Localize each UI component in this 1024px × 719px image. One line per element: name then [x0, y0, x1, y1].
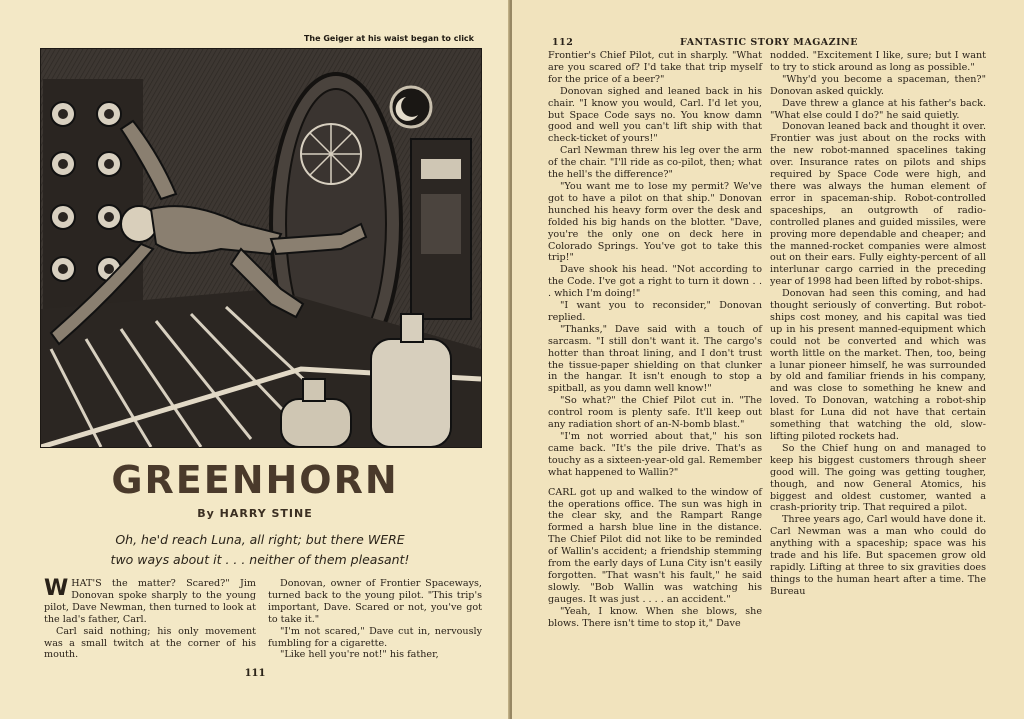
paragraph: "I want you to reconsider," Donovan replied. — [548, 300, 762, 323]
story-illustration — [40, 48, 482, 448]
left-column-1 — [44, 578, 256, 661]
paragraph: So the Chief hung on and managed to keep his biggest customers through sheer good will. The going was getting tougher, though, and now General Atomics, his biggest and oldest customer, wanted a crash-priority trip. That required a pilot. — [770, 442, 986, 514]
paragraph: Three years ago, Carl would have done it. Carl Newman was a man who could do anything with a spaceship; space was his trade and his life. But spacemen grow old rapidly. Lifting at three to six gravities does things to the human heart after a time. The Bureau — [770, 514, 986, 597]
paragraph: Dave shook his head. "Not according to the Code. I've got a right to turn it down . . . which I'm doing!" — [548, 264, 762, 300]
story-byline: By HARRY STINE — [197, 507, 313, 520]
paragraph-text: HAT'S the matter? Scared?" Jim Donovan spoke sharply to the young pilot, Dave Newman, then turned to look at the lad's father, Carl. — [44, 578, 256, 625]
paragraph: Frontier's Chief Pilot, cut in sharply. "What are you scared of? I'd take that trip myself for the price of a beer?" — [548, 50, 762, 85]
paragraph: Donovan had seen this coming, and had thought seriously of converting. But robot-ships cost money, and his capital was tied up in his present manned-equipment which could not be converted and which was worth little on the market. Then, too, being a lunar pioneer himself, he was surrounded by old and familiar friends in his company, and was close to something he knew and loved. To Donovan, watching a robot-ship blast for Luna did not have that certain something that watching the old, slow-lifting piloted rockets had. — [770, 288, 986, 442]
paragraph: Donovan leaned back and thought it over. Frontier was just about on the rocks with the new robot-manned spacelines taking over. Insurance rates on pilots and ships required by Space Code were high, and there was always the human element of error in spaceman-ship. Robot-controlled spaceships, an outgrowth of radio-controlled planes and guided missiles, were proving more dependable and cheaper; and the manned-rocket companies were almost out on their ears. Fully eighty-percent of all interlunar cargo carried in the preceding year of 1998 had been lifted by robot-ships. — [770, 121, 986, 288]
paragraph: "Why'd you become a spaceman, then?" Donovan asked quickly. — [770, 73, 986, 97]
magazine-title: FANTASTIC STORY MAGAZINE — [680, 37, 858, 48]
page-number-left: 111 — [244, 668, 266, 679]
paragraph: Donovan sighed and leaned back in his chair. "I know you would, Carl. I'd let you, but Space Code says no. You know damn good and well you can't lift ship with that check-ticket of yours!" — [548, 85, 762, 145]
left-page — [0, 0, 510, 719]
story-title: GREENHORN — [111, 458, 399, 502]
paragraph: "So what?" the Chief Pilot cut in. "The control room is plenty safe. It'll keep out any radiation short of an-N-bomb blast." — [548, 395, 762, 431]
blurb-line: two ways about it . . . neither of them pleasant! — [110, 552, 410, 567]
paragraph: CARL got up and walked to the window of the operations office. The sun was high in the clear sky, and the Rampart Range formed a harsh blue line in the distance. The Chief Pilot did not like to be reminded of Wallin's accident; a friendship stemming from the early days of Luna City isn't easily forgotten. "That wasn't his fault," he said slowly. "Bob Wallin was watching his gauges. It was just . . . . an accident." — [548, 486, 762, 605]
blurb-line: Oh, he'd reach Luna, all right; but there WERE — [115, 532, 405, 547]
paragraph: "Yeah, I know. When she blows, she blows. There isn't time to stop it," Dave — [548, 605, 762, 629]
right-column-1 — [548, 50, 762, 630]
paragraph: "I'm not worried about that," his son came back. "It's the pile drive. That's as touchy as a sixteen-year-old gal. Remember what happened to Wallin?" — [548, 431, 762, 478]
paragraph: "You want me to lose my permit? We've got to have a pilot on that ship." Donovan hunched his heavy form over the desk and folded his big hands on the blotter. "Dave, you're the only one on deck here in Colorado Springs. You've got to take this trip!" — [548, 180, 762, 264]
left-column-2 — [268, 578, 482, 661]
illustration-caption: The Geiger at his waist began to click — [303, 34, 474, 43]
paragraph — [44, 578, 256, 626]
paragraph: "Thanks," Dave said with a touch of sarcasm. "I still don't want it. The cargo's hotter than throat lining, and I don't trust the tissue-paper shielding on that clunker in the hangar. It isn't enough to stop a spitball, as you damn well know!" — [548, 323, 762, 395]
drop-cap: W — [44, 576, 69, 601]
paragraph: "Like hell you're not!" his father, — [280, 649, 439, 661]
right-column-2 — [770, 50, 986, 598]
paragraph: "I'm not scared," Dave cut in, nervously fumbling for a cigarette. — [268, 625, 482, 649]
story-blurb — [60, 530, 460, 570]
paragraph: nodded. "Excitement I like, sure; but I want to try to stick around as long as possible." — [770, 50, 986, 73]
right-page — [512, 0, 1024, 719]
page-number-right: 112 — [552, 37, 574, 48]
paragraph: Carl said nothing; his only movement was a small twitch at the corner of his mouth. — [44, 625, 256, 661]
paragraph: Carl Newman threw his leg over the arm of the chair. "I'll ride as co-pilot, then; what the hell's the difference?" — [548, 145, 762, 181]
illustration-drawing — [41, 49, 481, 447]
paragraph: Dave threw a glance at his father's back. "What else could I do?" he said quietly. — [770, 97, 986, 121]
paragraph: Donovan, owner of Frontier Spaceways, turned back to the young pilot. "This trip's important, Dave. Scared or not, you've got to take it." — [268, 578, 482, 625]
